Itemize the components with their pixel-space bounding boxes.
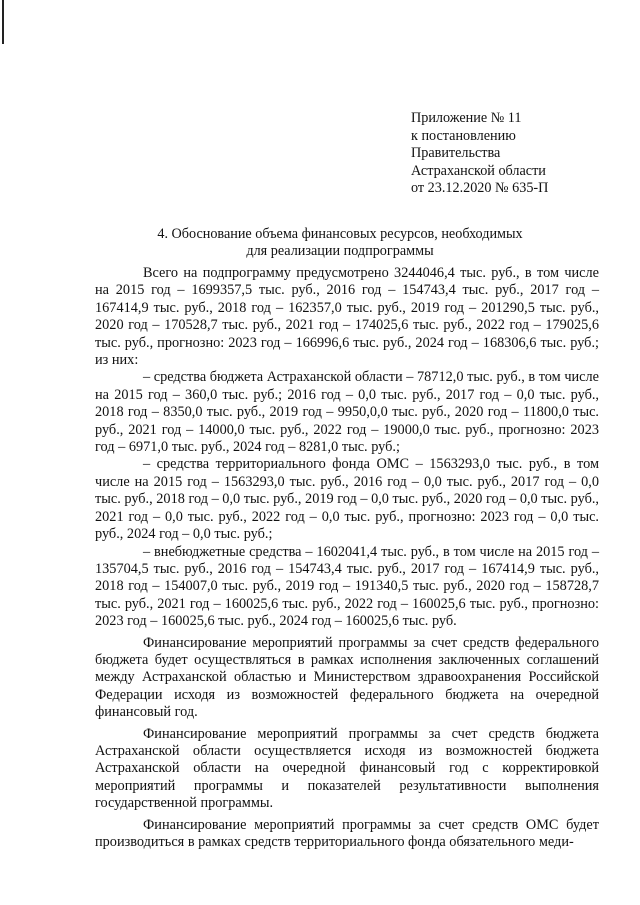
margin-line bbox=[2, 0, 4, 44]
paragraph-federal-financing: Финансирование мероприятий программы за счет средств федерального бюджета будет осуществляться в рамках исполнения заключенных соглашений между Астраханской областью и Министерством здравоохранения Российской Федерации исходя из возможностей федерального бюджета на очередной финансовый год. bbox=[95, 634, 599, 721]
appendix-block bbox=[411, 110, 611, 198]
appendix-resolution: к постановлению bbox=[411, 127, 516, 144]
paragraph-total: Всего на подпрограмму предусмотрено 3244046,4 тыс. руб., в том числе на 2015 год – 1699357,5 тыс. руб., 2016 год – 154743,4 тыс. руб., 2017 год – 167414,9 тыс. руб., 2018 год – 162357,0 тыс. руб., 2019 год – 201290,5 тыс. руб., 2020 год – 170528,7 тыс. руб., 2021 год – 174025,6 тыс. руб., 2022 год – 179025,6 тыс. руб., прогнозно: 2023 год – 166996,6 тыс. руб., 2024 год – 168306,6 тыс. руб.; из них: bbox=[95, 265, 599, 369]
section-heading-line2: для реализации подпрограммы bbox=[246, 243, 434, 259]
paragraph-regional-budget: – средства бюджета Астраханской области – 78712,0 тыс. руб., в том числе на 2015 год – 360,0 тыс. руб.; 2016 год – 0,0 тыс. руб., 2017 год – 0,0 тыс. руб., 2018 год – 8350,0 тыс. руб., 2019 год – 9950,0,0 тыс. руб., 2020 год – 11800,0 тыс. руб., 2021 год – 14000,0 тыс. руб., 2022 год – 19000,0 тыс. руб., прогнозно: 2023 год – 6971,0 тыс. руб., 2024 год – 8281,0 тыс. руб.; bbox=[95, 369, 599, 456]
appendix-government: Правительства bbox=[411, 145, 501, 162]
section-heading bbox=[90, 226, 590, 260]
paragraph-oms-financing: Финансирование мероприятий программы за счет средств ОМС будет производиться в рамках средств территориального фонда обязательного меди- bbox=[95, 816, 599, 850]
paragraph-oms-fund: – средства территориального фонда ОМС – 1563293,0 тыс. руб., в том числе на 2015 год – 1563293,0 тыс. руб., 2016 год – 0,0 тыс. руб., 2017 год – 0,0 тыс. руб., 2018 год – 0,0 тыс. руб., 2019 год – 0,0 тыс. руб., 2020 год – 0,0 тыс. руб., 2021 год – 0,0 тыс. руб., 2022 год – 0,0 тыс. руб., прогнозно: 2023 год – 0,0 тыс. руб., 2024 год – 0,0 тыс. руб.; bbox=[95, 456, 599, 543]
section-heading-line1: 4. Обоснование объема финансовых ресурсов, необходимых bbox=[157, 226, 523, 242]
appendix-date-number: от 23.12.2020 № 635-П bbox=[411, 180, 549, 197]
appendix-number: Приложение № 11 bbox=[411, 110, 522, 126]
appendix-region: Астраханской области bbox=[411, 162, 546, 179]
paragraph-regional-financing: Финансирование мероприятий программы за счет средств бюджета Астраханской области осуществляется исходя из возможностей бюджета Астраханской области на очередной финансовый год с корректировкой мероприятий программы и показателей результативности выполнения государственной программы. bbox=[95, 725, 599, 812]
paragraph-extrabudgetary: – внебюджетные средства – 1602041,4 тыс. руб., в том числе на 2015 год – 135704,5 тыс. руб., 2016 год – 154743,4 тыс. руб., 2017 год – 167414,9 тыс. руб., 2018 год – 154007,0 тыс. руб., 2019 год – 191340,5 тыс. руб., 2020 год – 158728,7 тыс. руб., 2021 год – 160025,6 тыс. руб., 2022 год – 160025,6 тыс. руб., прогнозно: 2023 год – 160025,6 тыс. руб., 2024 год – 160025,6 тыс. руб. bbox=[95, 543, 599, 630]
body-text bbox=[95, 265, 599, 851]
